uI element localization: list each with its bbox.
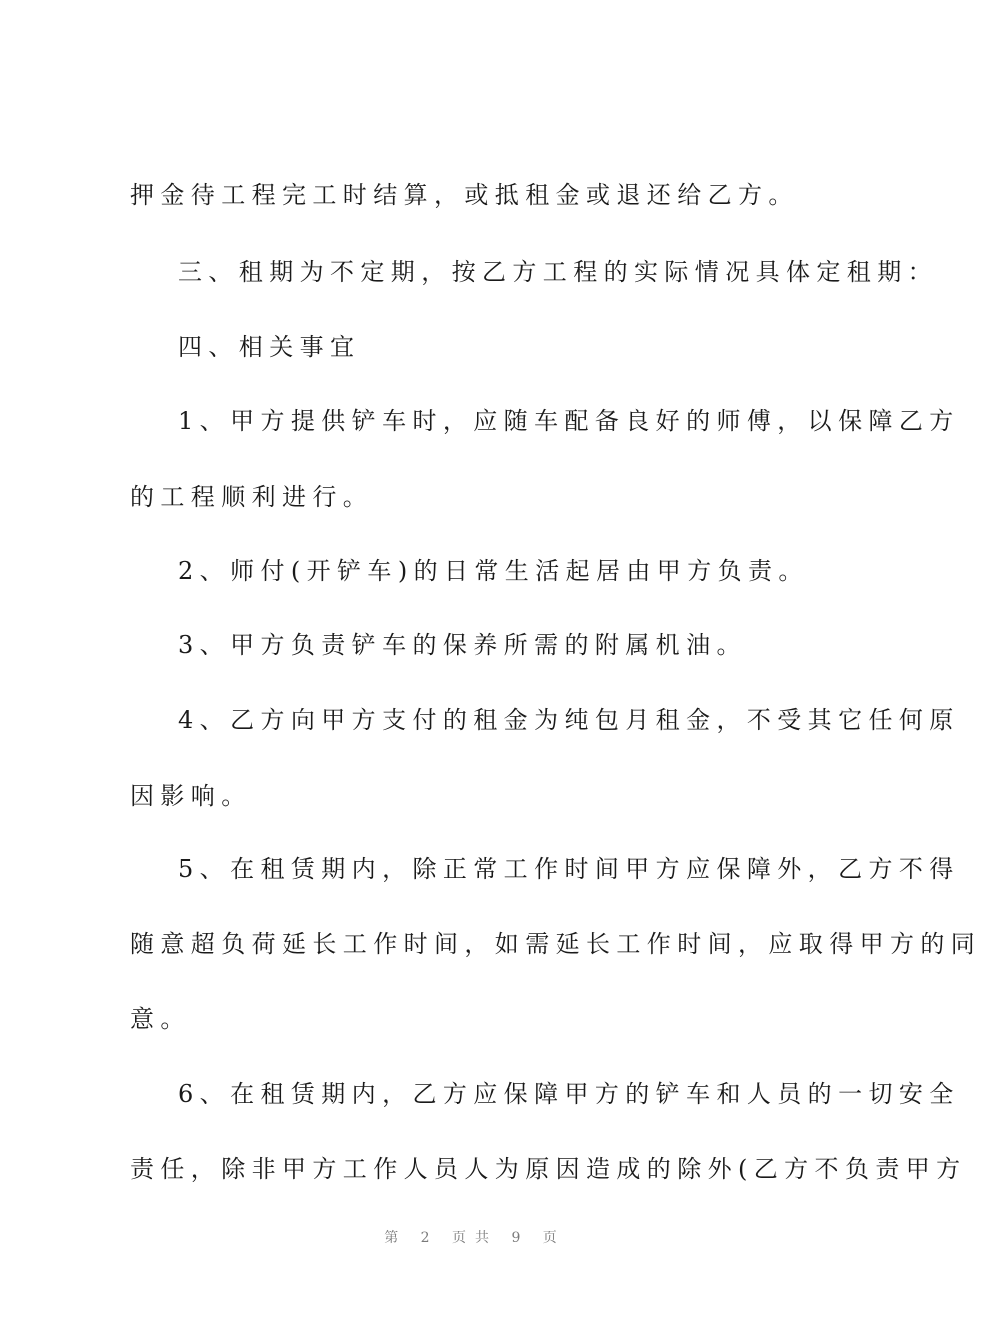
text-line: 4、乙方向甲方支付的租金为纯包月租金，不受其它任何原 [178, 706, 960, 734]
text-line: 的工程顺利进行。 [130, 483, 374, 511]
text-line: 1、甲方提供铲车时，应随车配备良好的师傅，以保障乙方 [178, 407, 960, 435]
text-line: 意。 [130, 1005, 191, 1033]
text-line: 因影响。 [130, 782, 252, 810]
text-line: 6、在租赁期内，乙方应保障甲方的铲车和人员的一切安全 [178, 1080, 960, 1108]
page-number-footer: 第 2 页共 9 页 [384, 1230, 566, 1246]
section-heading: 四、相关事宜 [178, 333, 361, 361]
text-line: 责任，除非甲方工作人员人为原因造成的除外(乙方不负责甲方 [130, 1155, 967, 1183]
text-line: 三、租期为不定期，按乙方工程的实际情况具体定租期： [178, 258, 938, 286]
text-line: 5、在租赁期内，除正常工作时间甲方应保障外，乙方不得 [178, 855, 960, 883]
text-line: 3、甲方负责铲车的保养所需的附属机油。 [178, 631, 747, 659]
text-line: 2、师付(开铲车)的日常生活起居由甲方负责。 [178, 557, 809, 585]
text-line: 押金待工程完工时结算，或抵租金或退还给乙方。 [130, 181, 799, 209]
text-line: 随意超负荷延长工作时间，如需延长工作时间，应取得甲方的同 [130, 930, 981, 958]
